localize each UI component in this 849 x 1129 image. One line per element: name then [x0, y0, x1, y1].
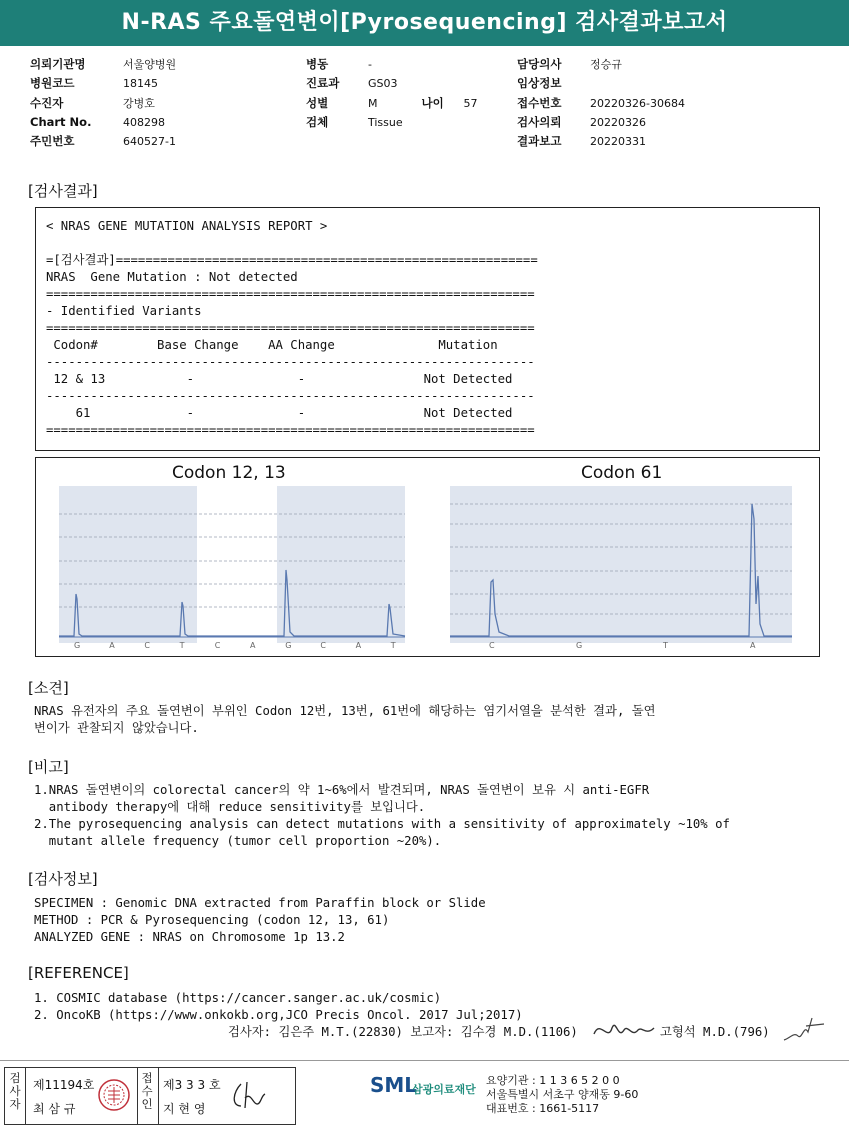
footer [0, 1060, 849, 1129]
info-col2-row [306, 113, 478, 132]
info-col1-row [30, 94, 176, 113]
signature-1 [588, 1014, 658, 1044]
info-col3-value: 정승규 [590, 58, 622, 71]
reference-text [34, 990, 523, 1024]
plot-bg-right [450, 486, 792, 643]
patient-info-col2 [306, 55, 478, 132]
pyrogram-left [52, 484, 412, 654]
plot-bg-left-b [277, 486, 405, 643]
report-line [46, 235, 538, 252]
info-col1-label: 수진자 [30, 95, 64, 110]
reference-line: 1. COSMIC database (https://cancer.sanger.ac.uk/cosmic) [34, 991, 442, 1005]
pyrogram-box [35, 457, 820, 657]
info-col1-row [30, 74, 176, 93]
info-col1-value: 18145 [123, 77, 158, 91]
report-line: NRAS Gene Mutation : Not detected [46, 270, 298, 284]
info-col1-label: 병원코드 [30, 76, 75, 91]
base-label: G [285, 641, 292, 650]
inspector-label [7, 1072, 23, 1111]
seal-icon [97, 1078, 131, 1112]
report-line: 12 & 13 - - Not Detected [46, 372, 513, 386]
opinion-text [34, 703, 656, 737]
report-line: ------------------------------------------------------------------ [46, 389, 535, 403]
info-col2-value: Tissue [368, 115, 403, 129]
base-label: T [663, 641, 668, 650]
info-col1-label: 주민번호 [30, 134, 75, 149]
base-label: T [390, 641, 396, 650]
info-col3-row [517, 113, 685, 132]
report-line: < NRAS GENE MUTATION ANALYSIS REPORT > [46, 219, 328, 233]
info-col1-label: Chart No. [30, 114, 92, 129]
signature-2 [780, 1014, 830, 1048]
testinfo-line: METHOD : PCR & Pyrosequencing (codon 12, 13, 61) [34, 913, 390, 927]
vertical-char: 사 [9, 1084, 21, 1098]
info-col3-value: 20220331 [590, 135, 646, 149]
opinion-line: 변이가 관찰되지 않았습니다. [34, 721, 199, 735]
info-col2-value: - [368, 58, 372, 71]
inspector-no: 제11194호 [33, 1078, 95, 1092]
info-col2-row [306, 55, 478, 74]
base-label: G [576, 641, 583, 650]
info-col1-value: 640527-1 [123, 135, 176, 149]
base-label: G [74, 641, 81, 650]
info-col2-label2: 나이 [421, 95, 444, 110]
org-address: 서울특별시 서초구 양재동 9-60 [486, 1088, 639, 1101]
reference-line: 2. OncoKB (https://www.onkokb.org,JCO Precis Oncol. 2017 Jul;2017) [34, 1008, 523, 1022]
report-line: =[검사결과]========================================================= [46, 253, 538, 267]
remark-line: antibody therapy에 대해 reduce sensitivity를 보입니다. [34, 800, 426, 814]
info-col1-label: 의뢰기관명 [30, 57, 86, 71]
info-col1-value: 서울양병원 [123, 58, 177, 71]
inspector-name: 최 삼 규 [33, 1102, 76, 1116]
info-col1-row [30, 132, 176, 151]
base-label: A [355, 641, 362, 650]
info-col2-row [306, 94, 478, 113]
info-col2-value: M [368, 96, 378, 110]
approver-label [139, 1072, 155, 1111]
base-label: C [214, 641, 221, 650]
report-line: ================================================================== [46, 423, 535, 437]
info-col2-row [306, 74, 478, 93]
info-col3-row [517, 132, 685, 151]
report-line: - Identified Variants [46, 304, 202, 318]
base-label: A [750, 641, 756, 650]
info-col3-label: 담당의사 [517, 57, 562, 71]
base-label: C [144, 641, 150, 650]
info-col3-label: 검사의뢰 [517, 114, 562, 129]
remark-line: 2.The pyrosequencing analysis can detect mutations with a sensitivity of approximately ~10% of [34, 817, 730, 831]
info-col2-label: 검체 [306, 114, 329, 129]
info-col3-row [517, 94, 685, 113]
remark-line: mutant allele frequency (tumor cell proportion ~20%). [34, 834, 442, 848]
opinion-line: NRAS 유전자의 주요 돌연변이 부위인 Codon 12번, 13번, 61번에 해당하는 염기서열을 분석한 결과, 돌연 [34, 704, 656, 718]
report-line: ================================================================== [46, 321, 535, 335]
info-col3-value: 20220326 [590, 115, 646, 129]
info-col3-label: 접수번호 [517, 95, 562, 110]
section-remark-heading: [비고] [28, 758, 69, 776]
testinfo-line: SPECIMEN : Genomic DNA extracted from Paraffin block or Slide [34, 896, 486, 910]
section-testinfo-heading: [검사정보] [28, 870, 98, 888]
report-line: ================================================================== [46, 287, 535, 301]
report-line: ------------------------------------------------------------------ [46, 355, 535, 369]
report-box [35, 207, 820, 451]
report-line: 61 - - Not Detected [46, 406, 513, 420]
info-col3-value: 20220326-30684 [590, 96, 685, 110]
section-opinion-heading: [소견] [28, 679, 69, 697]
report-title: N-RAS 주요돌연변이[Pyrosequencing] 검사결과보고서 [0, 0, 849, 46]
tester-signature-line: 검사자: 김은주 M.T.(22830) 보고자: 김수경 M.D.(1106) [228, 1025, 578, 1039]
org-phone: 대표번호 : 1661-5117 [486, 1102, 600, 1115]
org-code: 요양기관 : 1 1 3 6 5 2 0 0 [486, 1074, 620, 1087]
patient-info-col1 [30, 55, 176, 151]
section-result-heading: [검사결과] [28, 182, 98, 200]
info-col1-value: 강병호 [123, 96, 155, 110]
footer-signbox [4, 1067, 296, 1125]
info-col2-label: 진료과 [306, 76, 340, 91]
base-label: C [320, 641, 326, 650]
info-col3-row [517, 74, 685, 93]
pyrogram-left-title: Codon 12, 13 [172, 463, 286, 483]
patient-info-col3 [517, 55, 685, 151]
org-name: 삼광의료재단 [412, 1083, 476, 1096]
mutation-report-text [46, 218, 538, 439]
vertical-char: 검 [9, 1071, 21, 1085]
info-col2-label: 성별 [306, 95, 329, 110]
info-col1-row [30, 113, 176, 132]
pyrogram-right-title: Codon 61 [581, 463, 663, 483]
vertical-char: 수 [141, 1084, 153, 1098]
report-line: Codon# Base Change AA Change Mutation [46, 338, 498, 352]
vertical-char: 접 [141, 1071, 153, 1085]
section-reference-heading: [REFERENCE] [28, 964, 129, 982]
signature-3 [227, 1078, 271, 1114]
sml-logo: SML [370, 1073, 418, 1097]
pyrogram-right [444, 484, 804, 654]
testinfo-text [34, 895, 486, 946]
info-col1-row [30, 55, 176, 74]
testinfo-line: ANALYZED GENE : NRAS on Chromosome 1p 13.2 [34, 930, 345, 944]
info-col3-row [517, 55, 685, 74]
info-col2-value2: 57 [463, 96, 478, 110]
info-col1-value: 408298 [123, 115, 165, 129]
info-col2-label: 병동 [306, 57, 329, 71]
doctor2-signature-line: 고형석 M.D.(796) [660, 1025, 770, 1039]
remark-line: 1.NRAS 돌연변이의 colorectal cancer의 약 1~6%에서 발견되며, NRAS 돌연변이 보유 시 anti-EGFR [34, 783, 650, 797]
vertical-char: 인 [141, 1097, 153, 1111]
plot-bg-left-a [59, 486, 197, 643]
base-label: T [179, 641, 185, 650]
base-label: A [250, 641, 256, 650]
approver-name: 지 현 영 [163, 1102, 206, 1116]
info-col2-value: GS03 [368, 77, 398, 91]
base-label: C [489, 641, 495, 650]
vertical-char: 자 [9, 1097, 21, 1111]
info-col3-label: 결과보고 [517, 134, 562, 149]
approver-no: 제3 3 3 호 [163, 1078, 221, 1092]
base-label: A [109, 641, 115, 650]
info-col3-label: 임상정보 [517, 76, 562, 91]
remark-text [34, 782, 730, 850]
